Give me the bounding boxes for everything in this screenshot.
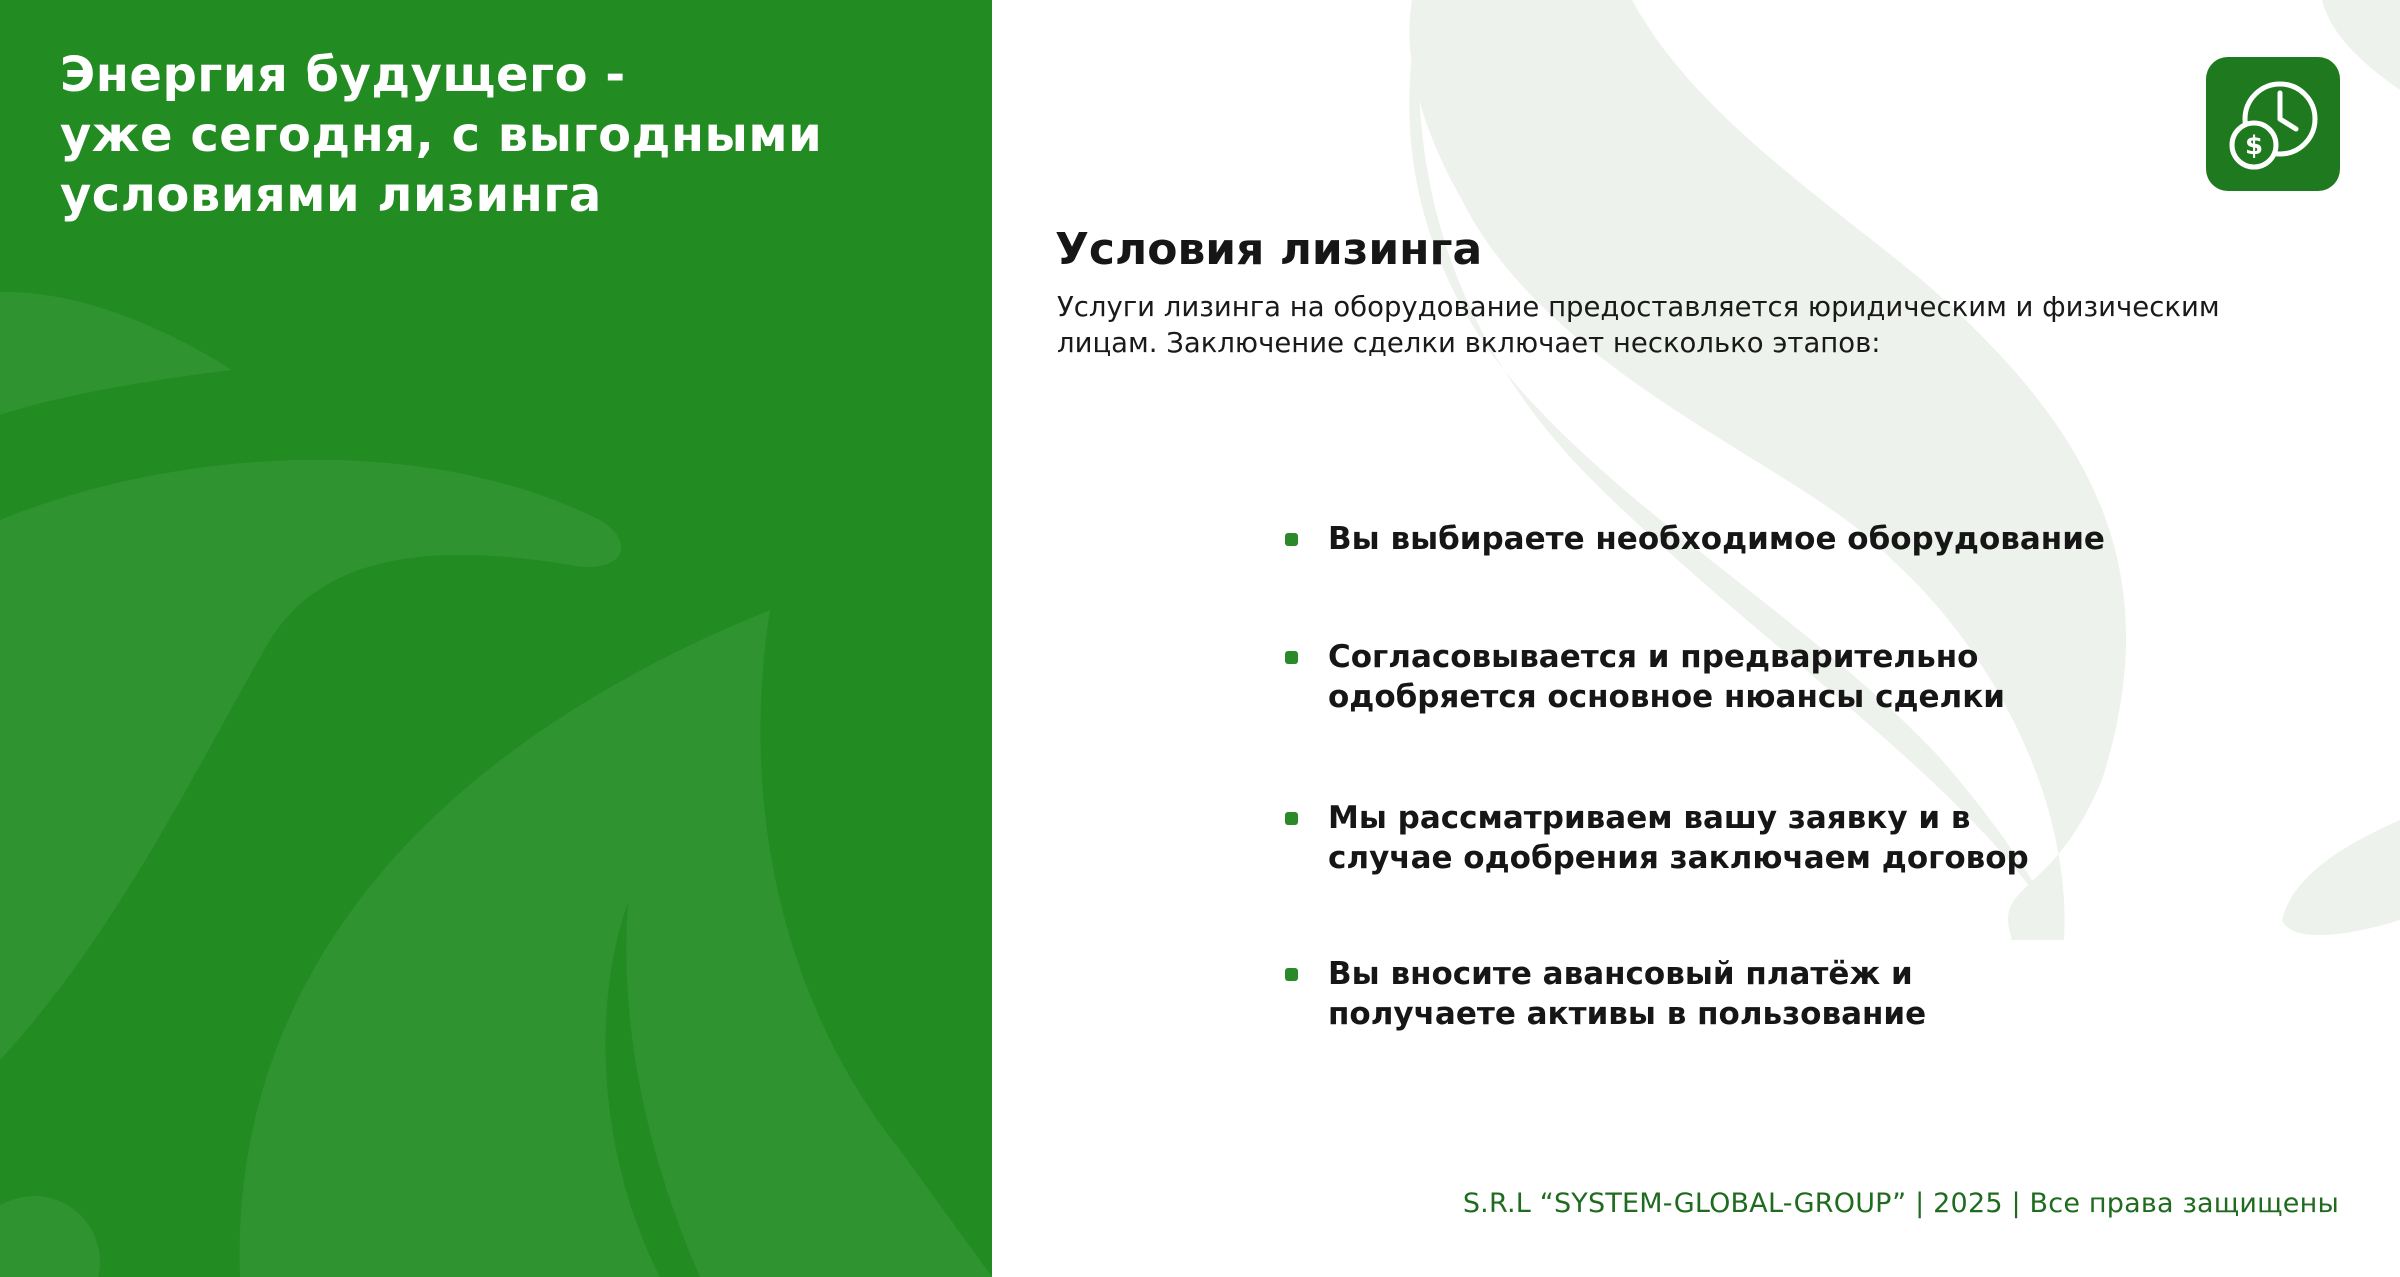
title-line: Энергия будущего - [60, 47, 626, 103]
steps-list [1285, 0, 2285, 1277]
bullet-icon [1285, 812, 1298, 825]
step-text [1328, 637, 2005, 717]
footer-copyright: S.R.L “SYSTEM-GLOBAL-GROUP” | 2025 | Все права защищены [1462, 1188, 2339, 1219]
left-panel [0, 0, 992, 1277]
step-line: Вы выбираете необходимое оборудование [1328, 521, 2105, 557]
step-line: Мы рассматриваем вашу заявку и в [1328, 800, 1971, 836]
intro-line: Услуги лизинга на оборудование предоставляется юридическим и физическим [1057, 291, 2220, 323]
intro-line: лицам. Заключение сделки включает несколько этапов: [1057, 327, 1881, 359]
bullet-icon [1285, 533, 1298, 546]
page-title [60, 45, 940, 225]
title-line: условиями лизинга [60, 167, 602, 223]
section-heading: Условия лизинга [1055, 224, 1483, 275]
step-line: одобряется основное нюансы сделки [1328, 679, 2005, 715]
title-line: уже сегодня, с выгодными [60, 107, 823, 163]
step-line: случае одобрения заключаем договор [1328, 840, 2029, 876]
step-text [1328, 519, 2105, 559]
svg-text:$: $ [2244, 131, 2264, 161]
bullet-icon [1285, 651, 1298, 664]
step-line: Вы вносите авансовый платёж и [1328, 956, 1913, 992]
step-line: получаете активы в пользование [1328, 996, 1927, 1032]
step-line: Согласовывается и предварительно [1328, 639, 1979, 675]
step-text [1328, 954, 1926, 1034]
step-text [1328, 798, 2029, 878]
bullet-icon [1285, 968, 1298, 981]
